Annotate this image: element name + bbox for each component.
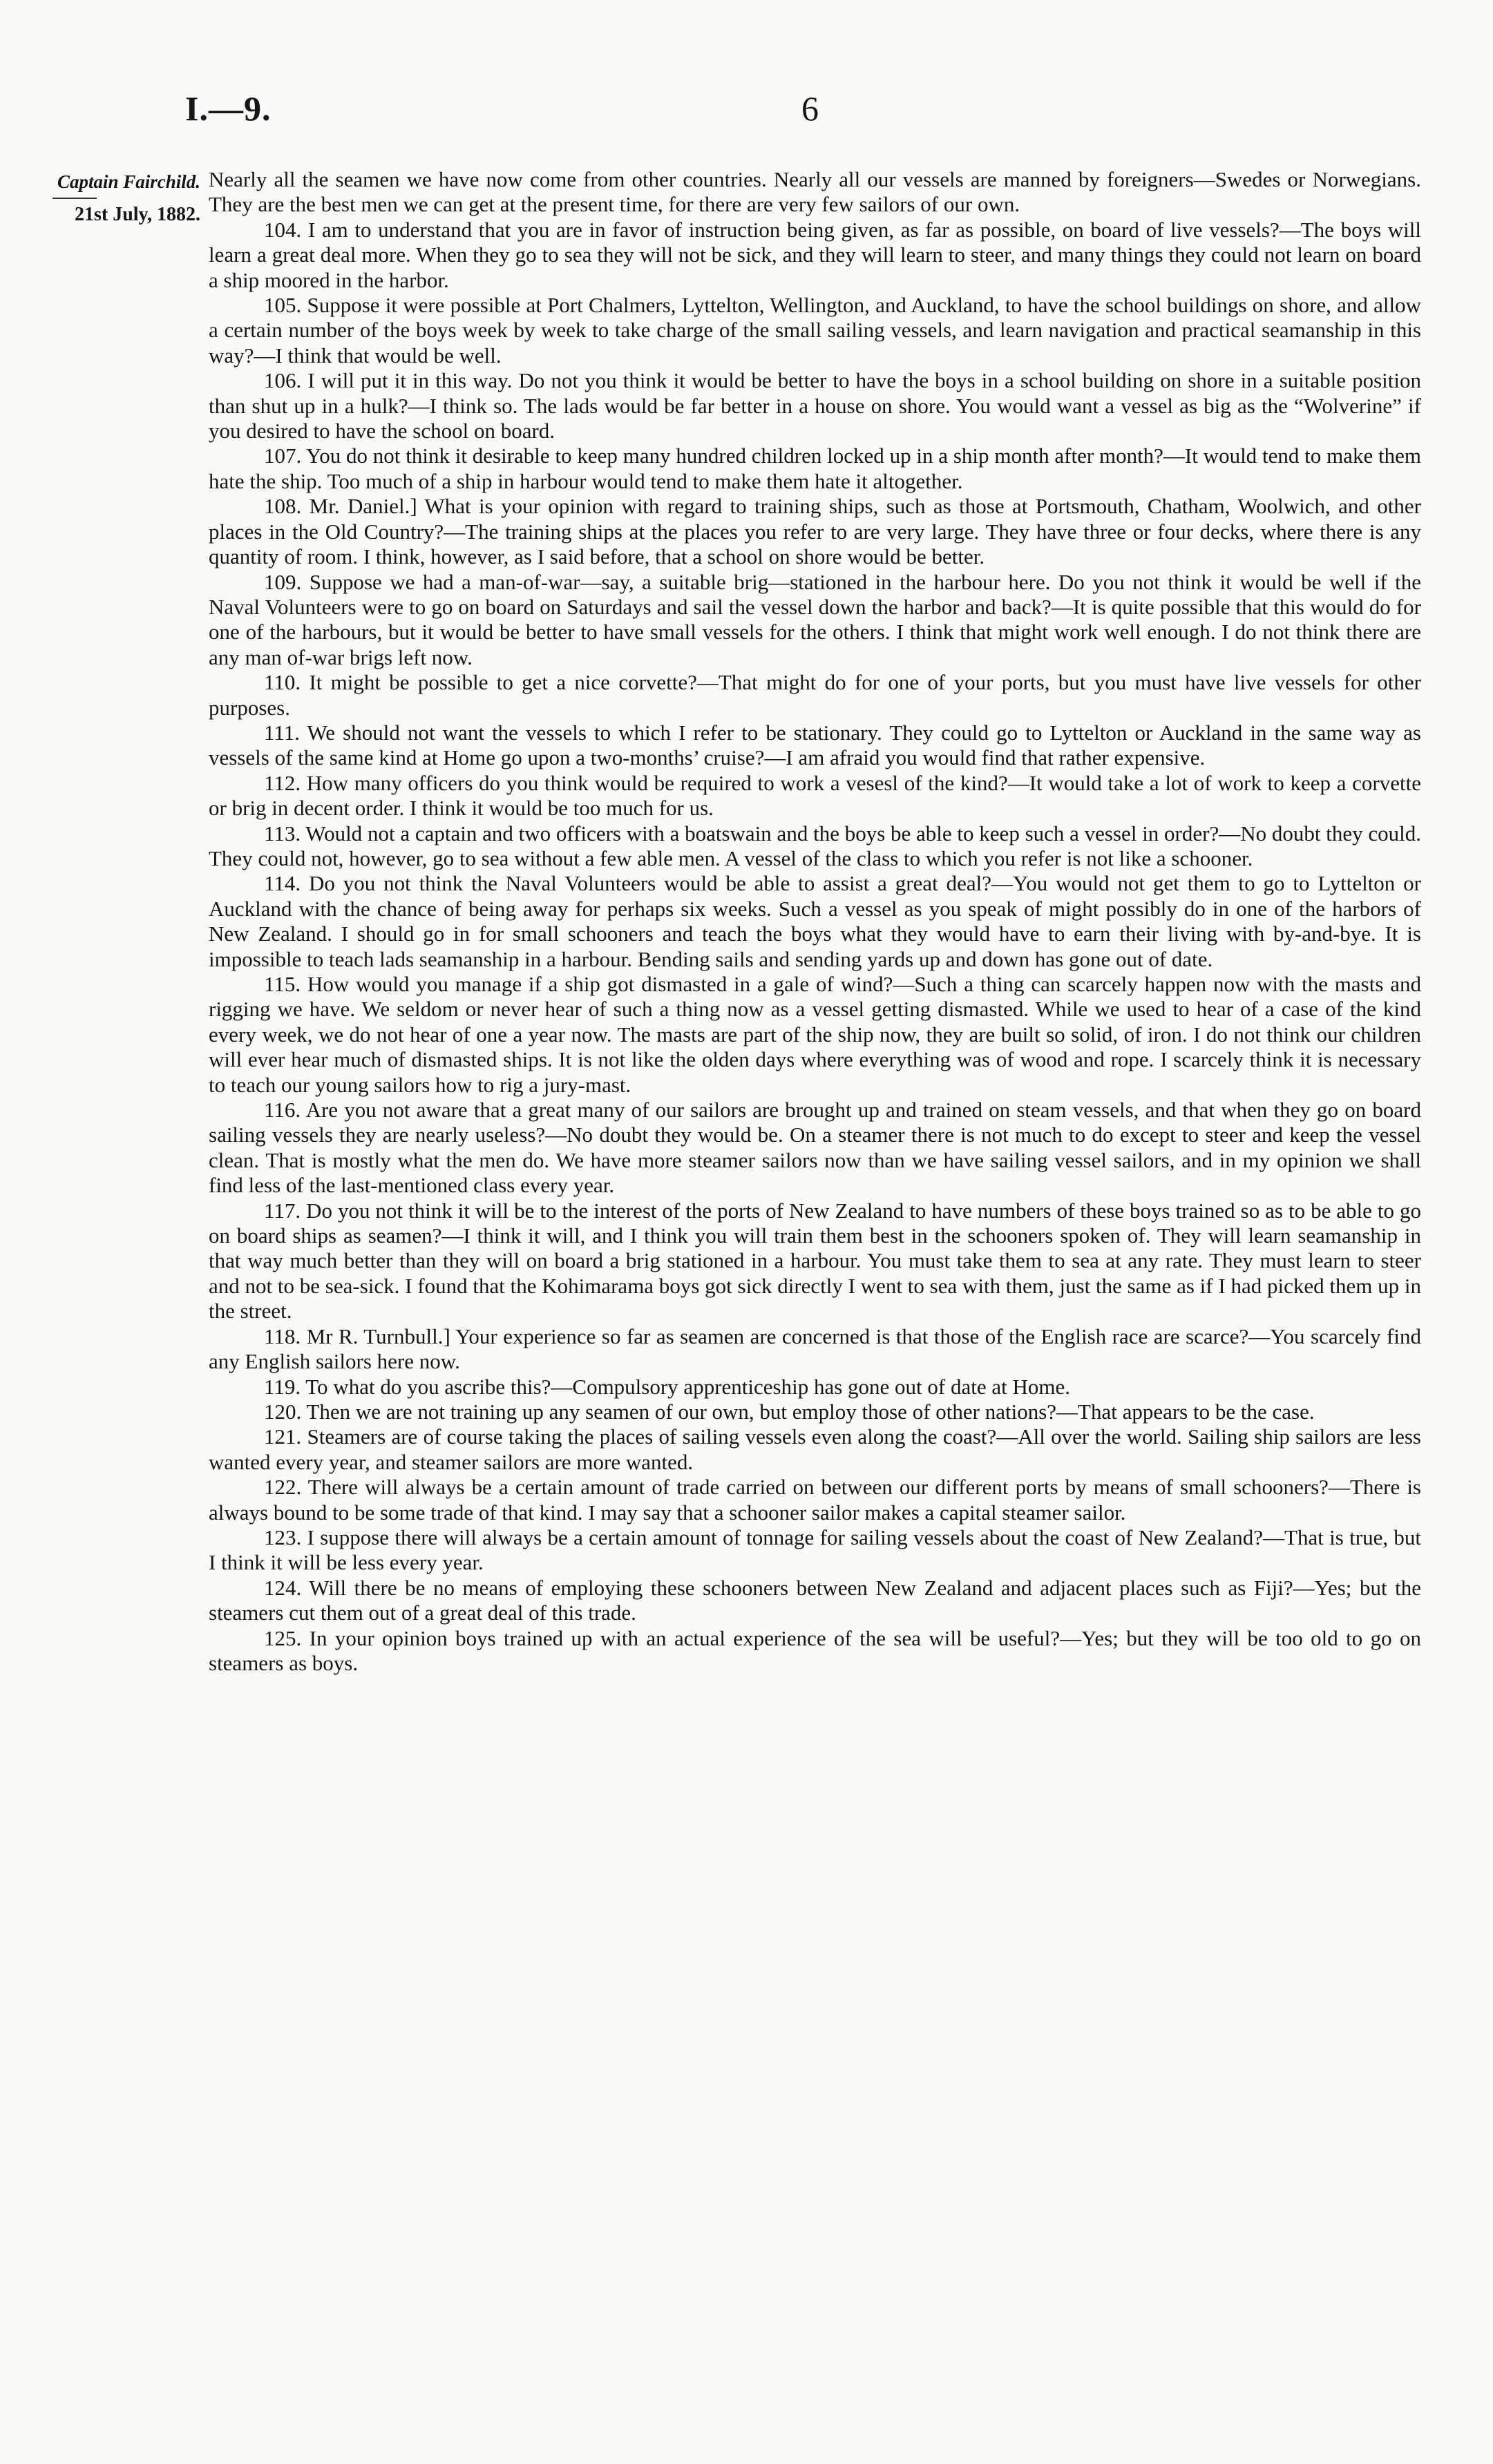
paragraph-114: 114. Do you not think the Naval Volunteers would be able to assist a great deal?—You would not get them to go to Lyttelton or Auckland with the chance of being away for perhaps six weeks. Such a vessel as you speak of might possibly do in one of the harbors of New Zealand. I should go in for small schooners and teach the boys what they would have to earn their living with by-and-bye. It is impossible to teach lads seamanship in a harbour. Bending sails and sending yards up and down has gone out of date. (209, 871, 1421, 971)
margin-note (6, 167, 200, 229)
paragraph-113: 113. Would not a captain and two officers with a boatswain and the boys be able to keep such a vessel in order?—No doubt they could. They could not, however, go to sea without a few able men. A vessel of the class to which you refer is not like a schooner. (209, 821, 1421, 870)
page-number: 6 (801, 89, 819, 128)
testimony-text (209, 167, 1421, 1676)
paragraph-118: 118. Mr R. Turnbull.] Your experience so far as seamen are concerned is that those of the English race are scarce?—You scarcely find any English sailors here now. (209, 1324, 1421, 1374)
paragraph-119: 119. To what do you ascribe this?—Compulsory apprenticeship has gone out of date at Home. (264, 1374, 1070, 1399)
margin-date: 21st July, 1882. (74, 204, 200, 225)
paragraph-108: 108. Mr. Daniel.] What is your opinion with regard to training ships, such as those at Portsmouth, Chatham, Woolwich, and other places in the Old Country?—The training ships at the places you refer to are very large. They have three or four decks, where there is any quantity of room. I think, however, as I said before, that a school on shore would be better. (209, 494, 1421, 569)
paragraph-112: 112. How many officers do you think would be required to work a vesesl of the kind?—It would take a lot of work to keep a corvette or brig in decent order. I think it would be too much for us. (209, 770, 1421, 821)
paragraph-125: 125. In your opinion boys trained up with an actual experience of the sea will be useful?—Yes; but they will be too old to go on steamers as boys. (209, 1625, 1421, 1675)
paragraph-106: 106. I will put it in this way. Do not you think it would be better to have the boys in a school building on shore in a suitable position than shut up in a hulk?—I think so. The lads would be far better in a house on shore. You would want a vessel as big as the “Wolverine” if you desired to have the school on board. (209, 368, 1421, 443)
margin-witness: Captain Fairchild. (57, 171, 200, 192)
paragraph-116: 116. Are you not aware that a great many of our sailors are brought up and trained on steam vessels, and that when they go on board sailing vessels they are nearly useless?—No doubt they would be. On a steamer there is not much to do except to steer and keep the vessel clean. That is mostly what the men do. We have more steamer sailors now than we have sailing vessel sailors, and in my opinion we shall find less of the last-mentioned class every year. (209, 1098, 1421, 1198)
paragraph-111: 111. We should not want the vessels to which I refer to be stationary. They could go to Lyttelton or Auckland in the same way as vessels of the same kind at Home go upon a two-months’ cruise?—I am afraid you would find that rather expensive. (209, 720, 1421, 770)
paragraph-109: 109. Suppose we had a man-of-war—say, a suitable brig—stationed in the harbour here. Do you not think it would be well if the Naval Volunteers were to go on board on Saturdays and sail the vessel down the harbor and back?—It is quite possible that this would do for one of the harbours, but it would be better to have small vessels for the others. I think that might work well enough. I do not think there are any man of-war brigs left now. (209, 569, 1421, 669)
paragraph-continuation: Nearly all the seamen we have now come from other countries. Nearly all our vessels are manned by foreigners—Swedes or Norwegians. They are the best men we can get at the present time, for there are very few sailors of our own. (209, 167, 1421, 217)
paragraph-122: 122. There will always be a certain amount of trade carried on between our different ports by means of small schooners?—There is always bound to be some trade of that kind. I may say that a schooner sailor makes a capital steamer sailor. (209, 1475, 1421, 1525)
paragraph-104: 104. I am to understand that you are in favor of instruction being given, as far as possible, on board of live vessels?—The boys will learn a great deal more. When they go to sea they will not be sick, and they will learn to steer, and many things they could not learn on board a ship moored in the harbor. (209, 217, 1421, 292)
paragraph-107: 107. You do not think it desirable to keep many hundred children locked up in a ship month after month?—It would tend to make them hate the ship. Too much of a ship in harbour would tend to make them hate it altogether. (209, 443, 1421, 493)
paragraph-120: 120. Then we are not training up any seamen of our own, but employ those of other nations?—That appears to be the case. (264, 1399, 1315, 1424)
header-reference: I.—9. (185, 89, 272, 128)
paragraph-110: 110. It might be possible to get a nice corvette?—That might do for one of your ports, but you must have live vessels for other purposes. (209, 670, 1421, 720)
paragraph-115: 115. How would you manage if a ship got dismasted in a gale of wind?—Such a thing can scarcely happen now with the masts and rigging we have. We seldom or never hear of such a thing now as a vessel getting dismasted. While we used to hear of a case of the kind every week, we do not hear of one a year now. The masts are part of the ship now, they are built so solid, of iron. I do not think our children will ever hear much of dismasted ships. It is not like the olden days where everything was of wood and rope. I scarcely think it is necessary to teach our young sailors how to rig a jury-mast. (209, 972, 1421, 1097)
paragraph-105: 105. Suppose it were possible at Port Chalmers, Lyttelton, Wellington, and Auckland, to have the school buildings on shore, and allow a certain number of the boys week by week to take charge of the small sailing vessels, and learn navigation and practical seamanship in this way?—I think that would be well. (209, 293, 1421, 367)
paragraph-124: 124. Will there be no means of employing these schooners between New Zealand and adjacent places such as Fiji?—Yes; but the steamers cut them out of a great deal of this trade. (209, 1575, 1421, 1625)
paragraph-117: 117. Do you not think it will be to the interest of the ports of New Zealand to have numbers of these boys trained so as to be able to go on board ships as seamen?—I think it will, and I think you will train them best in the schooners spoken of. They will learn seamanship in that way much better than they will on board a brig stationed in a harbour. You must take them to sea at any rate. They must learn to steer and not to be sea-sick. I found that the Kohimarama boys got sick directly I went to sea with them, just the same as if I had picked them up in the street. (209, 1198, 1421, 1324)
paragraph-123: 123. I suppose there will always be a certain amount of tonnage for sailing vessels about the coast of New Zealand?—That is true, but I think it will be less every year. (209, 1525, 1421, 1575)
margin-rule (53, 198, 97, 199)
paragraph-121: 121. Steamers are of course taking the places of sailing vessels even along the coast?—All over the world. Sailing ship sailors are less wanted every year, and steamer sailors are more wanted. (209, 1424, 1421, 1474)
